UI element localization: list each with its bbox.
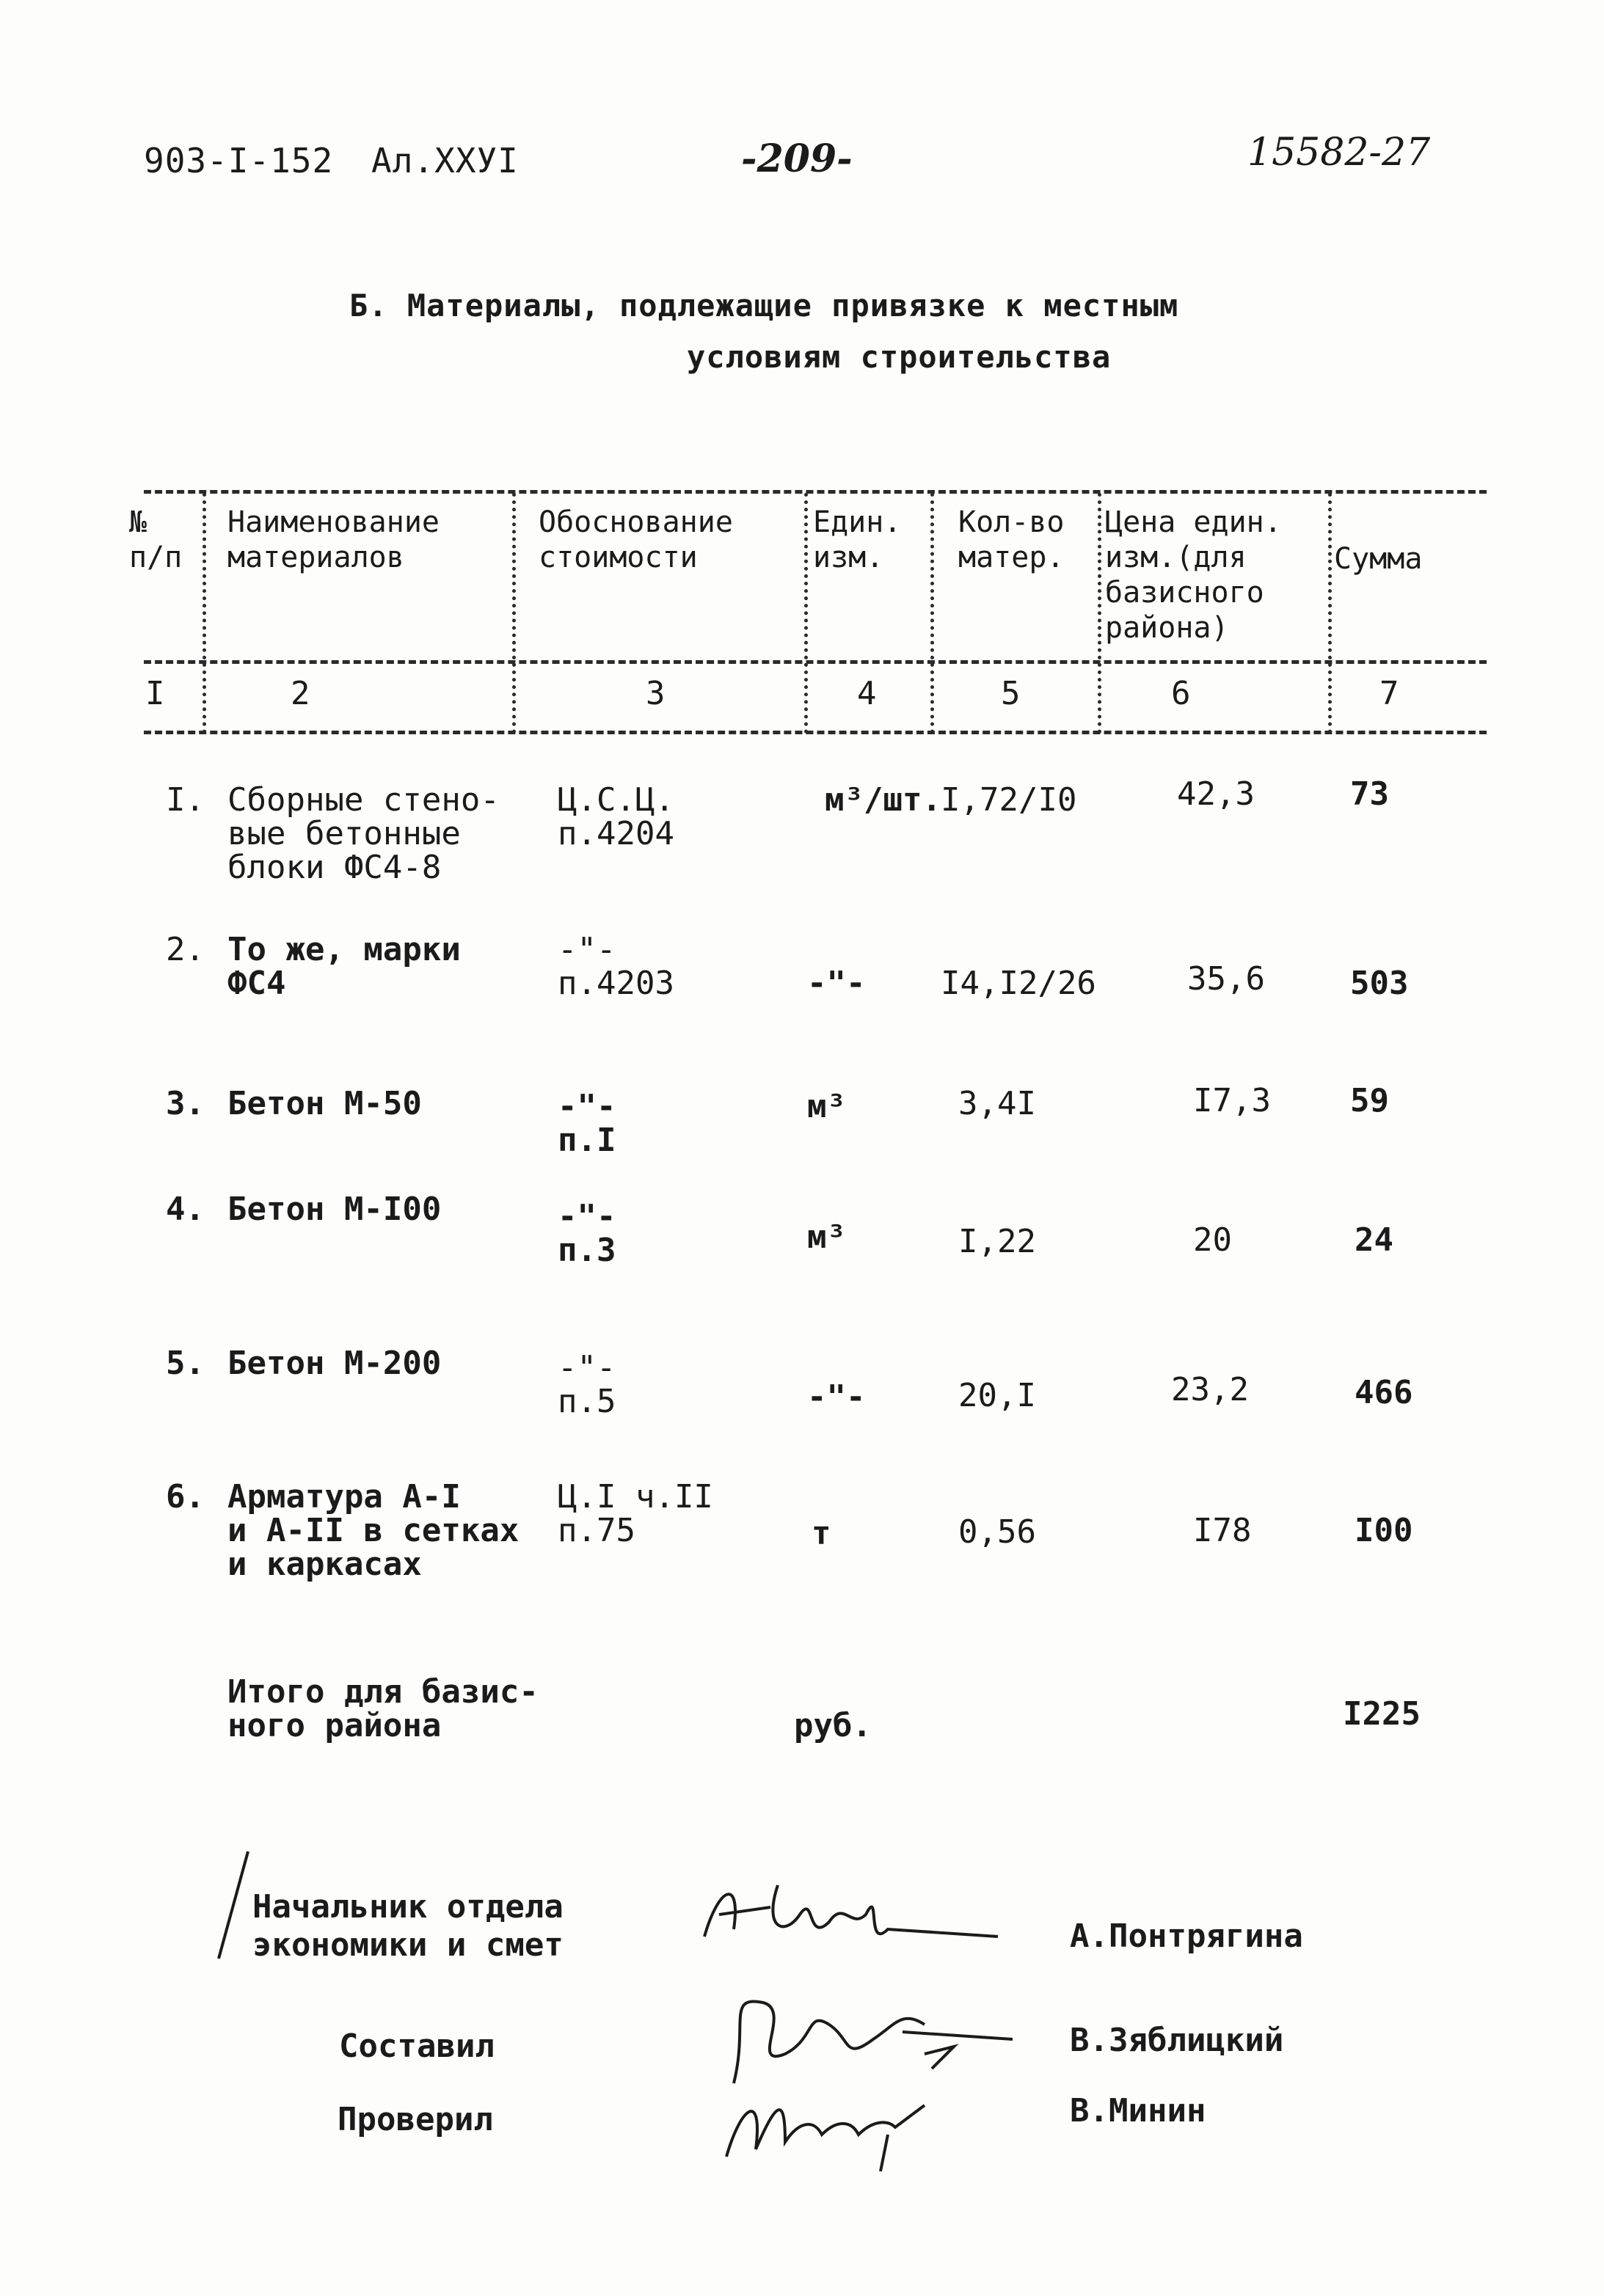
unit-price: I7,3 <box>1193 1082 1271 1119</box>
row-number: 2. <box>166 931 205 968</box>
unit: -"- <box>807 1378 866 1416</box>
material-name: Бетон М-I00 <box>227 1191 442 1228</box>
material-name: Бетон М-200 <box>227 1345 442 1382</box>
cost-basis: -"- п.4203 <box>558 931 674 1002</box>
album-number: Ал.XXУI <box>371 141 519 180</box>
cost-basis: -"- п.I <box>558 1088 616 1159</box>
checked-label: Проверил <box>338 2101 493 2138</box>
unit-price: 20 <box>1193 1221 1232 1259</box>
column-separator <box>804 493 808 734</box>
document-code: 903-I-152 <box>144 141 334 180</box>
sum: 503 <box>1350 965 1409 1002</box>
column-separator <box>930 493 934 734</box>
material-name: То же, марки ФС4 <box>227 931 461 1002</box>
quantity: I,72/I0 <box>941 781 1077 819</box>
col-number: 3 <box>646 675 666 712</box>
unit-price: 35,6 <box>1187 960 1265 998</box>
material-name: Сборные стено- вые бетонные блоки ФС4-8 <box>227 781 500 886</box>
col-header-qty: Кол-во матер. <box>958 505 1065 574</box>
total-sum: I225 <box>1343 1695 1421 1733</box>
signature-head <box>690 1871 1013 1966</box>
table-top-rule <box>144 490 1487 494</box>
compiled-label: Составил <box>339 2028 495 2065</box>
total-unit: руб. <box>794 1707 872 1744</box>
total-label: Итого для базис- ного района <box>227 1673 539 1744</box>
col-header-unit: Един. изм. <box>813 505 902 574</box>
sum: 24 <box>1355 1221 1393 1259</box>
signature-checked <box>704 2076 947 2179</box>
inventory-number: 15582-27 <box>1247 131 1431 175</box>
column-separator <box>512 493 516 734</box>
header-divider-rule <box>144 660 1487 664</box>
col-number: 7 <box>1379 675 1399 712</box>
unit: т <box>812 1515 831 1552</box>
col-number: 2 <box>291 675 310 712</box>
col-header-sum: Сумма <box>1334 542 1423 576</box>
cost-basis: Ц.I ч.II п.75 <box>558 1478 713 1549</box>
quantity: I4,I2/26 <box>941 965 1096 1002</box>
cost-basis: -"- п.5 <box>558 1349 616 1420</box>
sum: 73 <box>1350 775 1389 813</box>
unit: м³/шт. <box>825 781 941 819</box>
section-title-line1: Б. Материалы, подлежащие привязке к местным <box>349 288 1179 323</box>
quantity: I,22 <box>958 1223 1036 1260</box>
unit-price: I78 <box>1193 1512 1252 1549</box>
material-name: Арматура А-I и А-II в сетках и каркасах <box>227 1478 520 1583</box>
col-number: I <box>145 675 165 712</box>
column-separator <box>1328 493 1332 734</box>
unit: м³ <box>807 1088 846 1125</box>
sum: I00 <box>1355 1512 1413 1549</box>
unit: -"- <box>807 965 866 1002</box>
row-number: I. <box>166 781 205 819</box>
sum: 59 <box>1350 1082 1389 1119</box>
header-bottom-rule <box>144 731 1487 734</box>
col-header-no: № п/п <box>129 505 183 574</box>
head-name: А.Понтрягина <box>1070 1917 1303 1955</box>
col-header-basis: Обоснование стоимости <box>539 505 733 574</box>
section-title-line2: условиям строительства <box>687 339 1112 375</box>
material-name: Бетон М-50 <box>227 1085 422 1122</box>
quantity: 3,4I <box>958 1085 1036 1122</box>
col-header-price: Цена един. изм.(для базисного района) <box>1105 505 1282 645</box>
cost-basis: -"- п.3 <box>558 1198 616 1269</box>
compiled-name: В.Зяблицкий <box>1070 2022 1284 2059</box>
sum: 466 <box>1355 1374 1413 1411</box>
unit-price: 23,2 <box>1171 1371 1249 1408</box>
checked-name: В.Минин <box>1070 2092 1206 2129</box>
unit-price: 42,3 <box>1177 775 1255 813</box>
col-header-name: Наименование материалов <box>227 505 440 574</box>
quantity: 0,56 <box>958 1513 1036 1551</box>
unit: м³ <box>807 1218 846 1256</box>
row-number: 5. <box>166 1345 205 1382</box>
column-separator <box>203 493 206 734</box>
row-number: 3. <box>166 1085 205 1122</box>
page-number: -209- <box>741 136 853 181</box>
col-number: 5 <box>1001 675 1021 712</box>
slash-mark <box>213 1849 257 1973</box>
row-number: 6. <box>166 1478 205 1516</box>
col-number: 6 <box>1171 675 1191 712</box>
column-separator <box>1098 493 1101 734</box>
quantity: 20,I <box>958 1377 1036 1414</box>
row-number: 4. <box>166 1191 205 1228</box>
col-number: 4 <box>857 675 877 712</box>
cost-basis: Ц.С.Ц. п.4204 <box>558 781 674 852</box>
head-title: Начальник отдела экономики и смет <box>252 1888 564 1964</box>
